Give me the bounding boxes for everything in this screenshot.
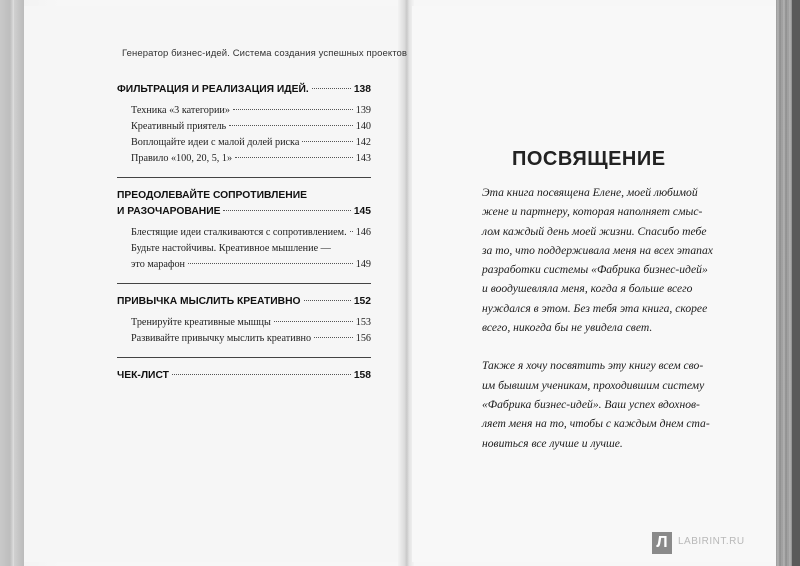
- toc-item-title: Блестящие идеи сталкиваются с сопротивлением.: [131, 227, 347, 238]
- dedication-line: им бывшим ученикам, проходившим систему: [482, 378, 705, 392]
- dedication-line: лом каждый день моей жизни. Спасибо тебе: [482, 224, 707, 238]
- dedication-line: «Фабрика бизнес-идей». Ваш успех вдохнов-: [482, 397, 700, 411]
- toc-page-number: 139: [355, 105, 371, 116]
- dedication-line: и воодушевляла меня, когда я больше всего: [482, 282, 693, 296]
- toc-item: [117, 315, 371, 331]
- toc-item: [117, 135, 371, 151]
- toc-chapter: [117, 368, 371, 385]
- toc-leader: [302, 141, 352, 142]
- toc-chapter-title: ФИЛЬТРАЦИЯ И РЕАЛИЗАЦИЯ ИДЕЙ.: [117, 84, 309, 95]
- toc-page-number: 138: [353, 84, 371, 95]
- toc-page-number: 149: [355, 259, 371, 270]
- toc-item-title: Техника «3 категории»: [131, 105, 230, 116]
- dedication-line: жене и партнеру, которая наполняет смыс-: [482, 205, 703, 219]
- toc-item: [117, 331, 371, 347]
- table-of-contents: [117, 82, 371, 385]
- toc-page-number: 140: [355, 121, 371, 132]
- dedication-line: разработки системы «Фабрика бизнес-идей»: [482, 263, 708, 277]
- toc-leader: [350, 231, 353, 232]
- toc-chapter-title-line1: ПРЕОДОЛЕВАЙТЕ СОПРОТИВЛЕНИЕ: [117, 190, 307, 201]
- toc-leader: [235, 157, 353, 158]
- toc-item: [117, 225, 371, 241]
- toc-leader: [314, 337, 353, 338]
- toc-page-number: 142: [355, 137, 371, 148]
- toc-page-number: 156: [355, 333, 371, 344]
- dedication-line: всего, никогда бы не увидела свет.: [482, 321, 653, 335]
- toc-item-title: Правило «100, 20, 5, 1»: [131, 153, 233, 164]
- toc-chapter-title: ПРИВЫЧКА МЫСЛИТЬ КРЕАТИВНО: [117, 296, 301, 307]
- left-page-edge: [14, 0, 24, 566]
- toc-page-number: 146: [355, 227, 371, 238]
- toc-chapter-title: ЧЕК-ЛИСТ: [117, 370, 169, 381]
- toc-item-title: Развивайте привычку мыслить креативно: [131, 333, 312, 344]
- toc-item-title: Воплощайте идеи с малой долей риска: [131, 137, 300, 148]
- toc-leader: [312, 88, 351, 89]
- right-shadow: [792, 0, 800, 566]
- toc-leader: [304, 300, 351, 301]
- dedication-line: за то, что поддерживала меня на всех этапах: [482, 243, 713, 257]
- dedication-line: новиться все лучше и лучше.: [482, 436, 623, 450]
- toc-leader: [233, 109, 353, 110]
- toc-leader: [188, 263, 353, 264]
- toc-leader: [229, 125, 353, 126]
- running-head: Генератор бизнес-идей. Система создания успешных проектов: [122, 48, 408, 59]
- dedication-title: ПОСВЯЩЕНИЕ: [512, 148, 666, 170]
- toc-divider: [117, 177, 371, 178]
- toc-page-number: 152: [353, 296, 371, 307]
- toc-item: [117, 103, 371, 119]
- toc-item: [117, 119, 371, 135]
- labirint-logo: Л: [652, 532, 672, 554]
- toc-page-number: 145: [353, 206, 371, 217]
- toc-item-title-line2: это марафон: [131, 259, 185, 270]
- toc-page-number: 153: [355, 317, 371, 328]
- toc-leader: [223, 210, 350, 211]
- toc-divider: [117, 283, 371, 284]
- toc-chapter: [117, 294, 371, 311]
- toc-leader: [274, 321, 353, 322]
- dedication-text: [482, 183, 718, 453]
- toc-chapter-title-line2: И РАЗОЧАРОВАНИЕ: [117, 206, 221, 217]
- dedication-line: Также я хочу посвятить эту книгу всем сво-: [482, 359, 704, 373]
- dedication-line: нуждался в этом. Без тебя эта книга, скорее: [482, 301, 708, 315]
- toc-item: [117, 151, 371, 167]
- toc-chapter: [117, 204, 371, 221]
- dedication-line: Эта книга посвящена Елене, моей любимой: [482, 186, 698, 199]
- toc-chapter: [117, 82, 371, 99]
- toc-item: [117, 257, 371, 273]
- toc-item-title-line1: Будьте настойчивы. Креативное мышление —: [131, 243, 331, 254]
- dedication-line: ляет меня на то, чтобы с каждым днем ста-: [482, 417, 710, 431]
- toc-item-title: Тренируйте креативные мышцы: [131, 317, 271, 328]
- toc-item-title: Креативный приятель: [131, 121, 227, 132]
- toc-divider: [117, 357, 371, 358]
- toc-page-number: 158: [353, 370, 371, 381]
- toc-leader: [172, 374, 351, 375]
- watermark: LABIRINT.RU: [678, 536, 745, 547]
- toc-page-number: 143: [355, 153, 371, 164]
